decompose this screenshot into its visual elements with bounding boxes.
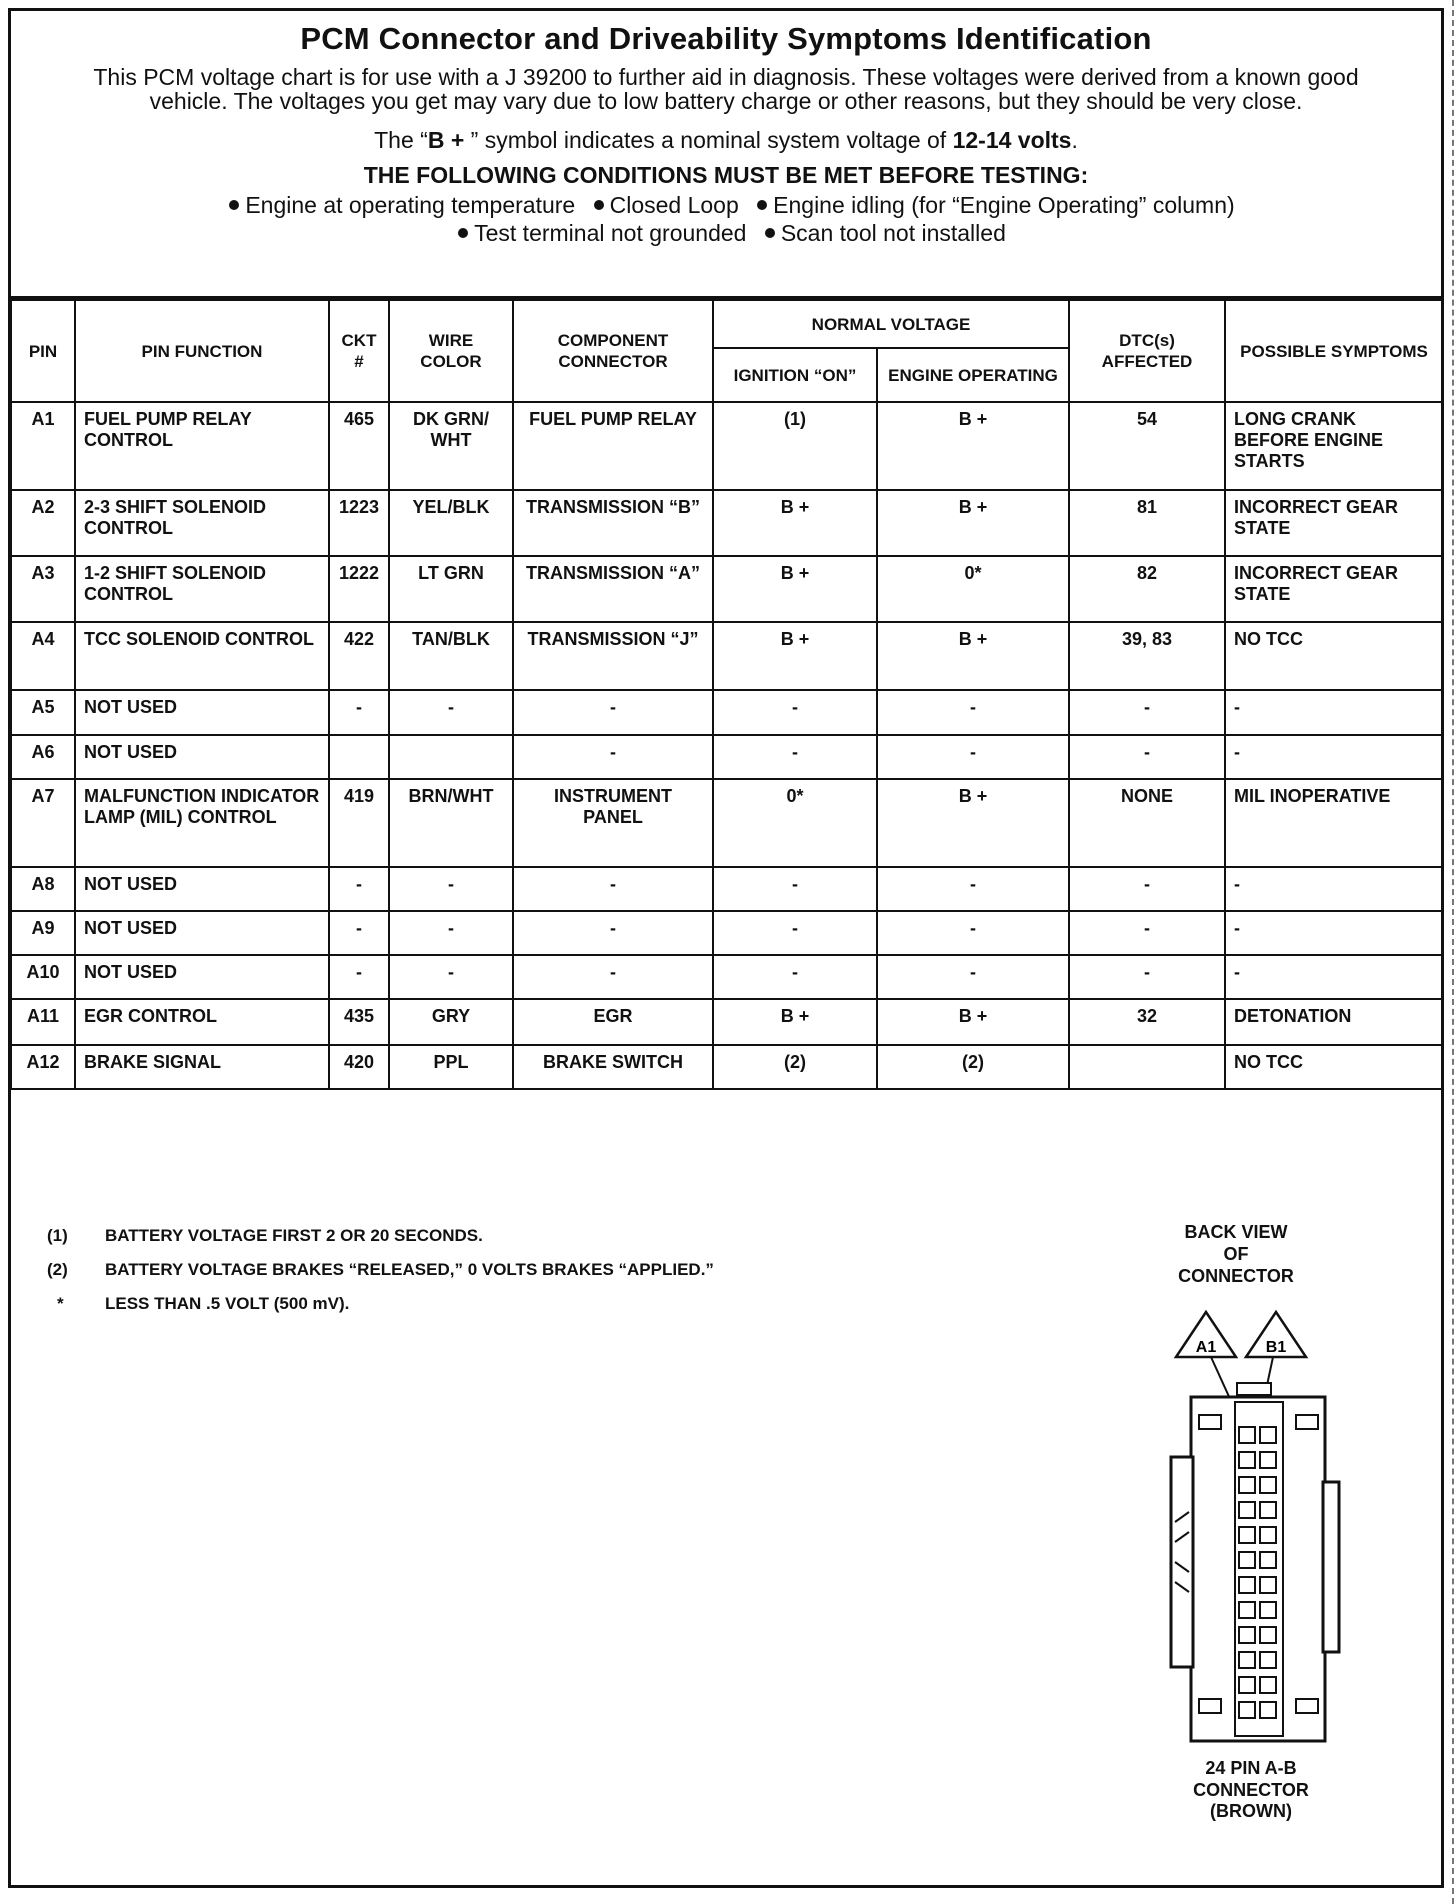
cell-pin: A11 — [11, 999, 75, 1045]
pin-cavity — [1239, 1602, 1255, 1618]
cell-pin: A3 — [11, 556, 75, 622]
cell-dtc: 81 — [1069, 490, 1225, 556]
cell-ignition-on: - — [713, 911, 877, 955]
cell-engine-operating: - — [877, 867, 1069, 911]
cell-component: TRANSMISSION “B” — [513, 490, 713, 556]
cell-engine-operating: - — [877, 690, 1069, 735]
pin-b1-label: B1 — [1265, 1339, 1287, 1356]
cell-symptom: - — [1225, 911, 1443, 955]
bullet-icon — [757, 200, 767, 210]
cell-pin: A12 — [11, 1045, 75, 1089]
footnote-mark: * — [57, 1294, 64, 1313]
cell-ckt: - — [329, 911, 389, 955]
cell-dtc: 54 — [1069, 402, 1225, 490]
pin-cavity — [1260, 1552, 1276, 1568]
footnote — [47, 1287, 714, 1321]
connector-diagram-icon — [1161, 1307, 1351, 1747]
cell-wire-color: DK GRN/ WHT — [389, 402, 513, 490]
pin-cavity — [1260, 1477, 1276, 1493]
cell-dtc: - — [1069, 911, 1225, 955]
col-header-ckt: CKT # — [329, 300, 389, 402]
document-page — [8, 8, 1444, 1888]
cell-dtc: - — [1069, 735, 1225, 779]
bullet-icon — [458, 228, 468, 238]
bullet-icon — [765, 228, 775, 238]
connector-view-label — [1161, 1221, 1311, 1287]
bullet-icon — [229, 200, 239, 210]
table-header-row — [11, 300, 1443, 348]
cell-component: FUEL PUMP RELAY — [513, 402, 713, 490]
cell-symptom: - — [1225, 955, 1443, 999]
footnote-text: BATTERY VOLTAGE BRAKES “RELEASED,” 0 VOLTS BRAKES “APPLIED.” — [105, 1260, 714, 1279]
document-header — [11, 11, 1441, 299]
connector-view-label-line: BACK VIEW — [1184, 1222, 1288, 1242]
cell-symptom: NO TCC — [1225, 622, 1443, 690]
cell-engine-operating: 0* — [877, 556, 1069, 622]
pin-cavity — [1260, 1452, 1276, 1468]
cell-engine-operating: (2) — [877, 1045, 1069, 1089]
table-row — [11, 1045, 1443, 1089]
cell-dtc — [1069, 1045, 1225, 1089]
cell-pin-function: NOT USED — [75, 955, 329, 999]
cell-component: - — [513, 955, 713, 999]
col-header-dtc: DTC(s) AFFECTED — [1069, 300, 1225, 402]
cell-wire-color: PPL — [389, 1045, 513, 1089]
cell-ckt: - — [329, 955, 389, 999]
pin-cavity — [1239, 1477, 1255, 1493]
pin-cavity — [1260, 1527, 1276, 1543]
pin-cavity — [1260, 1577, 1276, 1593]
cell-pin: A5 — [11, 690, 75, 735]
footnote — [47, 1219, 714, 1253]
cell-ckt: 1223 — [329, 490, 389, 556]
cell-symptom: INCORRECT GEAR STATE — [1225, 556, 1443, 622]
cell-ignition-on: B + — [713, 622, 877, 690]
connector-view-label-line: CONNECTOR — [1178, 1266, 1294, 1286]
bplus-symbol: B + — [427, 127, 471, 153]
cell-pin-function: TCC SOLENOID CONTROL — [75, 622, 329, 690]
cell-pin-function: NOT USED — [75, 911, 329, 955]
cell-dtc: 39, 83 — [1069, 622, 1225, 690]
pin-cavity — [1239, 1702, 1255, 1718]
footnote-text: BATTERY VOLTAGE FIRST 2 OR 20 SECONDS. — [105, 1226, 483, 1245]
cell-symptom: - — [1225, 690, 1443, 735]
pin-cavity — [1260, 1677, 1276, 1693]
pin-cavity — [1260, 1627, 1276, 1643]
cell-ignition-on: B + — [713, 490, 877, 556]
cell-wire-color: - — [389, 690, 513, 735]
table-body — [11, 402, 1443, 1089]
col-header-wire-color: WIRE COLOR — [389, 300, 513, 402]
cell-engine-operating: - — [877, 735, 1069, 779]
cell-wire-color: GRY — [389, 999, 513, 1045]
cell-wire-color: LT GRN — [389, 556, 513, 622]
bullet-icon — [594, 200, 604, 210]
condition-item: Scan tool not installed — [780, 220, 1006, 246]
pin-cavity — [1239, 1527, 1255, 1543]
cell-component: BRAKE SWITCH — [513, 1045, 713, 1089]
cell-ignition-on: - — [713, 867, 877, 911]
pin-table — [10, 299, 1444, 1090]
table-row — [11, 911, 1443, 955]
cell-component: INSTRUMENT PANEL — [513, 779, 713, 867]
col-header-normal-voltage: NORMAL VOLTAGE — [713, 300, 1069, 348]
table-row — [11, 779, 1443, 867]
footnote-text: LESS THAN .5 VOLT (500 mV). — [105, 1294, 350, 1313]
cell-ckt: 419 — [329, 779, 389, 867]
cell-ckt — [329, 735, 389, 779]
cell-wire-color: TAN/BLK — [389, 622, 513, 690]
col-header-engine-operating: ENGINE OPERATING — [877, 348, 1069, 402]
cell-ckt: - — [329, 690, 389, 735]
cell-pin-function: BRAKE SIGNAL — [75, 1045, 329, 1089]
bplus-note — [11, 127, 1441, 154]
cell-ignition-on: - — [713, 955, 877, 999]
cell-pin: A4 — [11, 622, 75, 690]
pin-cavity — [1239, 1502, 1255, 1518]
pin-a1-label: A1 — [1195, 1339, 1217, 1356]
cell-wire-color — [389, 735, 513, 779]
cell-pin: A9 — [11, 911, 75, 955]
cell-ignition-on: (1) — [713, 402, 877, 490]
pin-cavity — [1260, 1502, 1276, 1518]
cell-component: TRANSMISSION “J” — [513, 622, 713, 690]
condition-item: Test terminal not grounded — [474, 220, 747, 246]
footnote-mark: (1) — [47, 1226, 68, 1245]
cell-dtc: - — [1069, 955, 1225, 999]
cell-pin-function: NOT USED — [75, 867, 329, 911]
connector-left-tab — [1171, 1457, 1193, 1667]
cell-symptom: - — [1225, 867, 1443, 911]
condition-item: Closed Loop — [609, 192, 739, 218]
pin-cavity — [1239, 1677, 1255, 1693]
bplus-prefix: The “ — [374, 127, 428, 153]
pin-cavity — [1260, 1702, 1276, 1718]
cell-ignition-on: B + — [713, 999, 877, 1045]
bplus-suffix: ” symbol indicates a nominal system voltage of — [470, 127, 953, 153]
pin-cavity — [1239, 1552, 1255, 1568]
cell-pin: A6 — [11, 735, 75, 779]
document-title: PCM Connector and Driveability Symptoms Identification — [300, 21, 1152, 56]
col-header-pin-function: PIN FUNCTION — [75, 300, 329, 402]
table-row — [11, 735, 1443, 779]
page-edge — [1452, 0, 1456, 1904]
cell-dtc: 32 — [1069, 999, 1225, 1045]
cell-component: - — [513, 735, 713, 779]
cell-pin: A10 — [11, 955, 75, 999]
cell-ignition-on: - — [713, 690, 877, 735]
cell-ckt: 420 — [329, 1045, 389, 1089]
table-row — [11, 999, 1443, 1045]
connector-body — [1191, 1397, 1325, 1741]
footnote-mark: (2) — [47, 1260, 68, 1279]
cell-engine-operating: - — [877, 955, 1069, 999]
pin-cavity — [1260, 1652, 1276, 1668]
cell-ignition-on: B + — [713, 556, 877, 622]
pin-cavity — [1239, 1577, 1255, 1593]
connector-latch — [1237, 1383, 1271, 1395]
cell-ckt: 422 — [329, 622, 389, 690]
pin-cavity — [1239, 1652, 1255, 1668]
conditions-title: THE FOLLOWING CONDITIONS MUST BE MET BEFORE TESTING: — [363, 162, 1089, 188]
table-row — [11, 402, 1443, 490]
col-header-ignition-on: IGNITION “ON” — [713, 348, 877, 402]
connector-caption-line: 24 PIN A-B — [1205, 1758, 1297, 1778]
footnotes — [47, 1219, 714, 1321]
intro-paragraph: This PCM voltage chart is for use with a J 39200 to further aid in diagnosis. These voltages were derived from a known good vehicle. The voltages you get may vary due to low battery charge or other reasons, but they should be very close. — [93, 64, 1359, 114]
pin-cavity — [1260, 1602, 1276, 1618]
cell-engine-operating: - — [877, 911, 1069, 955]
connector-view-label-line: OF — [1223, 1244, 1249, 1264]
cell-pin: A8 — [11, 867, 75, 911]
cell-dtc: - — [1069, 867, 1225, 911]
condition-item: Engine idling (for “Engine Operating” column) — [773, 192, 1235, 218]
cell-ckt: 1222 — [329, 556, 389, 622]
connector-caption-line: CONNECTOR — [1193, 1780, 1309, 1800]
table-row — [11, 867, 1443, 911]
connector-right-tab — [1323, 1482, 1339, 1652]
cell-engine-operating: B + — [877, 402, 1069, 490]
footnote — [47, 1253, 714, 1287]
pin-cavity — [1239, 1627, 1255, 1643]
cell-wire-color: BRN/WHT — [389, 779, 513, 867]
cell-pin-function: MALFUNCTION INDICATOR LAMP (MIL) CONTROL — [75, 779, 329, 867]
cell-dtc: 82 — [1069, 556, 1225, 622]
cell-ckt: 435 — [329, 999, 389, 1045]
corner-slot — [1199, 1699, 1221, 1713]
cell-wire-color: YEL/BLK — [389, 490, 513, 556]
cell-ckt: - — [329, 867, 389, 911]
connector-color: (BROWN) — [1210, 1801, 1292, 1821]
table-row — [11, 490, 1443, 556]
cell-ignition-on: (2) — [713, 1045, 877, 1089]
cell-wire-color: - — [389, 867, 513, 911]
cell-dtc: - — [1069, 690, 1225, 735]
col-header-component: COMPONENT CONNECTOR — [513, 300, 713, 402]
cell-engine-operating: B + — [877, 622, 1069, 690]
cell-pin: A1 — [11, 402, 75, 490]
table-row — [11, 622, 1443, 690]
cell-ckt: 465 — [329, 402, 389, 490]
cell-component: - — [513, 867, 713, 911]
corner-slot — [1199, 1415, 1221, 1429]
cell-symptom: LONG CRANK BEFORE ENGINE STARTS — [1225, 402, 1443, 490]
pin-cavity — [1239, 1452, 1255, 1468]
condition-item: Engine at operating temperature — [245, 192, 576, 218]
cell-ignition-on: - — [713, 735, 877, 779]
cell-engine-operating: B + — [877, 779, 1069, 867]
conditions-line-2 — [11, 221, 1441, 245]
connector-caption — [1176, 1757, 1326, 1801]
cell-engine-operating: B + — [877, 999, 1069, 1045]
cell-symptom: MIL INOPERATIVE — [1225, 779, 1443, 867]
cell-wire-color: - — [389, 955, 513, 999]
pin-cavity — [1239, 1427, 1255, 1443]
cell-component: TRANSMISSION “A” — [513, 556, 713, 622]
cell-wire-color: - — [389, 911, 513, 955]
cell-symptom: - — [1225, 735, 1443, 779]
cell-dtc: NONE — [1069, 779, 1225, 867]
cell-engine-operating: B + — [877, 490, 1069, 556]
corner-slot — [1296, 1699, 1318, 1713]
bplus-end: . — [1071, 127, 1078, 153]
cell-symptom: NO TCC — [1225, 1045, 1443, 1089]
cell-pin: A2 — [11, 490, 75, 556]
cell-pin: A7 — [11, 779, 75, 867]
cell-pin-function: EGR CONTROL — [75, 999, 329, 1045]
table-row — [11, 690, 1443, 735]
cell-component: - — [513, 690, 713, 735]
corner-slot — [1296, 1415, 1318, 1429]
cell-ignition-on: 0* — [713, 779, 877, 867]
cell-pin-function: NOT USED — [75, 735, 329, 779]
cell-component: - — [513, 911, 713, 955]
pin-cavity — [1260, 1427, 1276, 1443]
col-header-symptoms: POSSIBLE SYMPTOMS — [1225, 300, 1443, 402]
bplus-range: 12-14 volts — [952, 127, 1072, 153]
cell-symptom: DETONATION — [1225, 999, 1443, 1045]
cell-pin-function: FUEL PUMP RELAY CONTROL — [75, 402, 329, 490]
cell-pin-function: 2-3 SHIFT SOLENOID CONTROL — [75, 490, 329, 556]
cell-symptom: INCORRECT GEAR STATE — [1225, 490, 1443, 556]
cell-component: EGR — [513, 999, 713, 1045]
cell-pin-function: 1-2 SHIFT SOLENOID CONTROL — [75, 556, 329, 622]
col-header-pin: PIN — [11, 300, 75, 402]
table-row — [11, 955, 1443, 999]
cell-pin-function: NOT USED — [75, 690, 329, 735]
table-row — [11, 556, 1443, 622]
conditions-line-1 — [11, 193, 1441, 217]
